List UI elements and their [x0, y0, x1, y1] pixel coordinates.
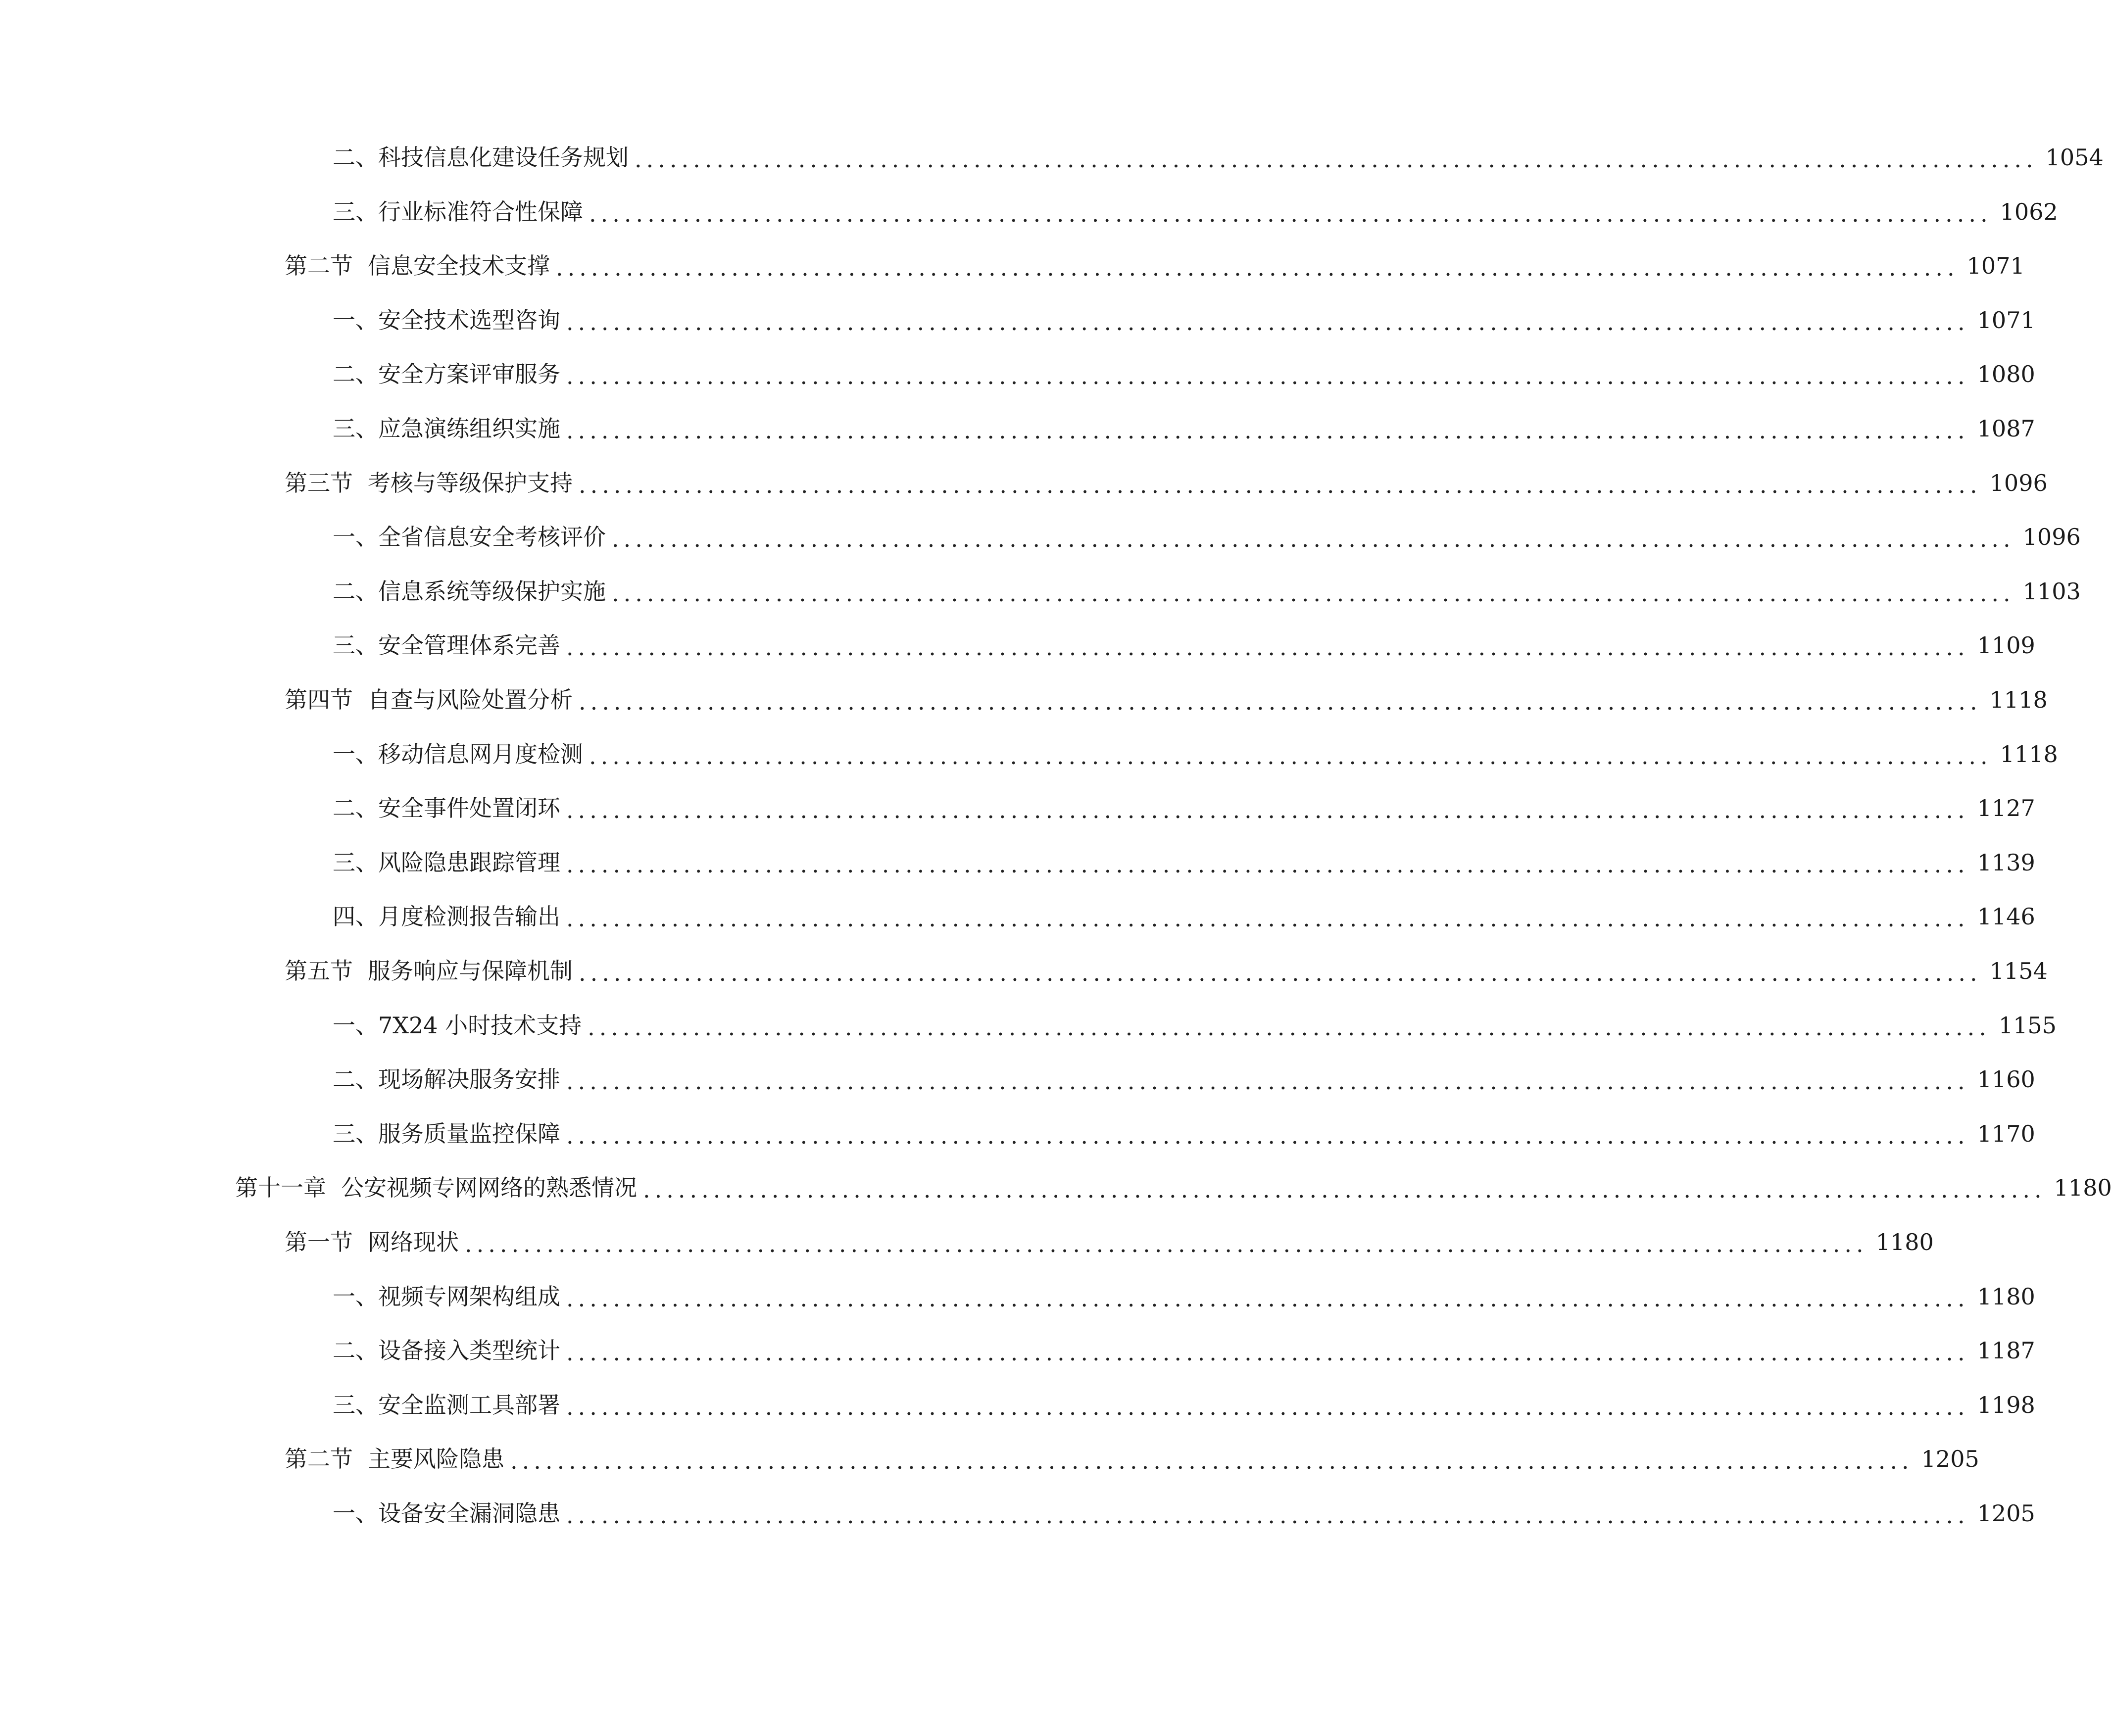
toc-entry[interactable] — [333, 628, 2035, 663]
toc-entry-page-number: 1198 — [1977, 1391, 2035, 1418]
toc-leader-dots: ........................................................................................................................ — [643, 1176, 2046, 1204]
toc-entry-number: 第二节 — [285, 1446, 353, 1473]
toc-entry-page-number: 1096 — [1989, 469, 2048, 496]
toc-entry[interactable] — [333, 1496, 2035, 1531]
toc-entry[interactable] — [333, 791, 2035, 825]
toc-leader-dots: ........................................................................................................................ — [556, 254, 1959, 282]
toc-entry-number: 第一节 — [285, 1229, 353, 1255]
toc-entry[interactable] — [333, 574, 2081, 609]
toc-entry[interactable] — [333, 1008, 2057, 1043]
toc-entry[interactable] — [285, 1225, 1934, 1259]
toc-entry[interactable] — [333, 194, 2058, 229]
toc-leader-dots: ........................................................................................................................ — [566, 1068, 1969, 1095]
toc-leader-dots: ........................................................................................................................ — [566, 308, 1969, 336]
toc-entry-page-number: 1071 — [1977, 306, 2035, 334]
toc-entry-number: 四、 — [333, 903, 378, 930]
toc-entry-page-number: 1087 — [1977, 415, 2035, 442]
toc-entry-title: 安全方案评审服务 — [378, 361, 560, 388]
toc-entry-title: 主要风险隐患 — [368, 1446, 504, 1473]
toc-entry-page-number: 1080 — [1977, 361, 2035, 388]
toc-entry-title: 安全管理体系完善 — [378, 632, 560, 659]
toc-entry-title: 信息系统等级保护实施 — [378, 578, 606, 605]
toc-entry-page-number: 1155 — [1998, 1012, 2057, 1039]
toc-entry[interactable] — [285, 466, 2048, 500]
toc-leader-dots: ........................................................................................................................ — [579, 471, 1982, 498]
toc-entry-number: 二、 — [333, 578, 378, 605]
toc-entry-title: 信息安全技术支撑 — [368, 252, 550, 280]
toc-entry-number: 第四节 — [285, 686, 353, 713]
toc-entry-number: 三、 — [333, 415, 378, 442]
toc-entry-number: 一、 — [333, 306, 378, 334]
toc-entry-title: 风险隐患跟踪管理 — [378, 849, 560, 876]
toc-entry-page-number: 1127 — [1977, 795, 2035, 822]
toc-entry-title: 月度检测报告输出 — [378, 903, 560, 930]
toc-leader-dots: ........................................................................................................................ — [589, 742, 1992, 770]
toc-entry-title: 设备安全漏洞隐患 — [378, 1500, 560, 1527]
toc-entry-page-number: 1139 — [1977, 849, 2035, 876]
toc-leader-dots: ........................................................................................................................ — [566, 1502, 1969, 1529]
toc-entry[interactable] — [333, 1062, 2035, 1097]
toc-entry-title: 设备接入类型统计 — [378, 1337, 560, 1364]
toc-entry-title: 视频专网架构组成 — [378, 1283, 560, 1310]
toc-entry-title: 服务响应与保障机制 — [368, 958, 573, 984]
toc-entry-page-number: 1187 — [1977, 1337, 2035, 1364]
toc-entry-number: 三、 — [333, 1391, 378, 1418]
toc-leader-dots: ........................................................................................................................ — [566, 1285, 1969, 1312]
toc-entry-title: 网络现状 — [368, 1229, 459, 1255]
toc-entry[interactable] — [333, 899, 2035, 934]
toc-entry-page-number: 1118 — [2000, 740, 2058, 768]
toc-entry-number: 一、 — [333, 1283, 378, 1310]
toc-entry-page-number: 1205 — [1921, 1446, 1979, 1473]
toc-leader-dots: ........................................................................................................................ — [566, 1122, 1969, 1149]
toc-leader-dots: ........................................................................................................................ — [589, 200, 1992, 227]
toc-entry-page-number: 1146 — [1977, 903, 2035, 930]
toc-entry-title: 科技信息化建设任务规划 — [378, 144, 629, 171]
toc-entry-page-number: 1160 — [1977, 1066, 2035, 1093]
toc-entry-title: 服务质量监控保障 — [378, 1120, 560, 1147]
toc-entry[interactable] — [333, 520, 2081, 554]
toc-entry[interactable] — [285, 682, 2048, 717]
toc-entry-page-number: 1205 — [1977, 1500, 2035, 1527]
toc-entry-title: 7X24 小时技术支持 — [378, 1012, 582, 1039]
toc-entry-number: 第十一章 — [235, 1174, 326, 1202]
toc-entry[interactable] — [333, 1279, 2035, 1314]
toc-entry[interactable] — [333, 303, 2035, 338]
toc-entry-title: 安全事件处置闭环 — [378, 795, 560, 822]
toc-entry-page-number: 1103 — [2022, 578, 2081, 605]
toc-entry-page-number: 1071 — [1966, 252, 2025, 280]
toc-entry-number: 一、 — [333, 1500, 378, 1527]
toc-leader-dots: ........................................................................................................................ — [566, 797, 1969, 824]
toc-entry-page-number: 1118 — [1989, 686, 2048, 713]
toc-entry-number: 三、 — [333, 849, 378, 876]
toc-entry-number: 三、 — [333, 1120, 378, 1147]
toc-leader-dots: ........................................................................................................................ — [566, 634, 1969, 661]
toc-entry-title: 考核与等级保护支持 — [368, 469, 573, 496]
toc-entry-page-number: 1062 — [2000, 198, 2058, 225]
toc-entry-page-number: 1180 — [1875, 1229, 1934, 1255]
toc-entry-title: 安全技术选型咨询 — [378, 306, 560, 334]
toc-entry-page-number: 1096 — [2022, 524, 2081, 551]
toc-entry-page-number: 1109 — [1977, 632, 2035, 659]
toc-entry-title: 移动信息网月度检测 — [378, 740, 583, 768]
toc-entry-title: 安全监测工具部署 — [378, 1391, 560, 1418]
toc-entry-page-number: 1180 — [1977, 1283, 2035, 1310]
toc-entry[interactable] — [333, 845, 2035, 880]
toc-leader-dots: ........................................................................................................................ — [566, 1339, 1969, 1366]
toc-leader-dots: ........................................................................................................................ — [579, 688, 1982, 715]
toc-entry-number: 二、 — [333, 1337, 378, 1364]
toc-entry-number: 一、 — [333, 740, 378, 768]
toc-entry-title: 公安视频专网网络的熟悉情况 — [341, 1174, 637, 1202]
toc-entry-page-number: 1054 — [2045, 144, 2104, 171]
toc-entry-number: 第二节 — [285, 252, 353, 280]
toc-entry-page-number: 1180 — [2054, 1174, 2112, 1202]
toc-entry[interactable] — [285, 1442, 1979, 1476]
toc-entry[interactable] — [333, 411, 2035, 446]
toc-entry-number: 第五节 — [285, 958, 353, 984]
toc-entry[interactable] — [285, 248, 2025, 283]
toc-leader-dots: ........................................................................................................................ — [566, 363, 1969, 390]
toc-entry-number: 三、 — [333, 198, 378, 225]
toc-leader-dots: ........................................................................................................................ — [566, 417, 1969, 444]
toc-entry[interactable] — [333, 1388, 2035, 1422]
toc-entry-title: 应急演练组织实施 — [378, 415, 560, 442]
toc-entry-number: 二、 — [333, 144, 378, 171]
toc-leader-dots: ........................................................................................................................ — [588, 1013, 1991, 1041]
toc-entry-title: 行业标准符合性保障 — [378, 198, 583, 225]
toc-entry[interactable] — [285, 954, 2048, 988]
toc-entry-number: 二、 — [333, 1066, 378, 1093]
toc-entry[interactable] — [333, 737, 2058, 772]
toc-entry-page-number: 1154 — [1989, 958, 2048, 984]
toc-leader-dots: ........................................................................................................................ — [579, 960, 1982, 986]
toc-leader-dots: ........................................................................................................................ — [566, 905, 1969, 932]
toc-entry[interactable] — [333, 1116, 2035, 1151]
toc-entry[interactable] — [333, 1333, 2035, 1368]
toc-leader-dots: ........................................................................................................................ — [465, 1231, 1868, 1257]
toc-entry-number: 三、 — [333, 632, 378, 659]
toc-leader-dots: ........................................................................................................................ — [612, 526, 2015, 553]
toc-entry-number: 二、 — [333, 795, 378, 822]
toc-entry[interactable] — [235, 1170, 2112, 1205]
toc-entry-number: 第三节 — [285, 469, 353, 496]
toc-leader-dots: ........................................................................................................................ — [612, 579, 2015, 607]
toc-entry-number: 一、 — [333, 524, 378, 551]
toc-entry-number: 一、 — [333, 1012, 378, 1039]
toc-leader-dots: ........................................................................................................................ — [510, 1447, 1914, 1475]
toc-entry[interactable] — [333, 357, 2035, 391]
toc-entry-page-number: 1170 — [1977, 1120, 2035, 1147]
toc-leader-dots: ........................................................................................................................ — [635, 146, 2038, 173]
toc-leader-dots: ........................................................................................................................ — [566, 851, 1969, 878]
toc-entry-title: 现场解决服务安排 — [378, 1066, 560, 1093]
toc-entry-title: 自查与风险处置分析 — [368, 686, 573, 713]
toc-entry[interactable] — [333, 140, 2104, 175]
toc-entry-title: 全省信息安全考核评价 — [378, 524, 606, 551]
toc-entry-number: 二、 — [333, 361, 378, 388]
toc-leader-dots: ........................................................................................................................ — [566, 1393, 1969, 1420]
